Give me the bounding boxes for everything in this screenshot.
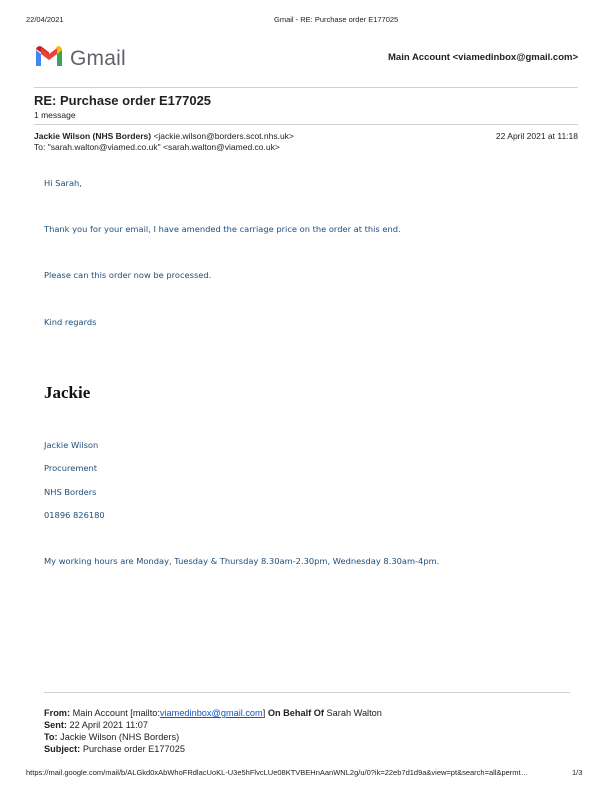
signature-script-name: Jackie [44, 383, 91, 402]
message-count: 1 message [34, 110, 76, 120]
signature-hours: My working hours are Monday, Tuesday & Thursday 8.30am-2.30pm, Wednesday 8.30am-4pm. [44, 556, 440, 566]
recipient-line: To: "sarah.walton@viamed.co.uk" <sarah.walton@viamed.co.uk> [34, 142, 280, 152]
gmail-logo[interactable] [34, 44, 126, 73]
quoted-divider [44, 692, 570, 693]
body-paragraph-1: Thank you for your email, I have amended the carriage price on the order at this end. [44, 224, 401, 234]
quoted-sent-line [44, 720, 148, 730]
quoted-behalf-value: Sarah Walton [326, 708, 382, 718]
quoted-from-after: ] [262, 708, 266, 718]
quoted-from-email-link[interactable]: viamedinbox@gmail.com [159, 708, 263, 718]
quoted-to-label: To: [44, 732, 58, 742]
gmail-m-logo-icon [34, 44, 64, 73]
quoted-from-line [44, 708, 382, 718]
quoted-to-line [44, 732, 179, 742]
gmail-wordmark: Gmail [70, 46, 126, 70]
body-closing: Kind regards [44, 317, 97, 327]
quoted-subject-label: Subject: [44, 744, 81, 754]
body-greeting: Hi Sarah, [44, 178, 82, 188]
print-title: Gmail - RE: Purchase order E177025 [274, 15, 399, 24]
sender-name: Jackie Wilson (NHS Borders) [34, 131, 152, 141]
print-page-number: 1/3 [572, 768, 583, 777]
quoted-behalf-label: On Behalf Of [267, 708, 324, 718]
print-url: https://mail.google.com/mail/b/ALGkd0xAbWhoFRdlacUoKL-U3e5hFlvcLUe08KTVBEHnAanWNL2g/u/0?ik=22eb7d1d9a&view=pt&search=all&permt… [26, 768, 529, 777]
signature-name: Jackie Wilson [44, 440, 99, 450]
sender-line [34, 131, 294, 141]
quoted-to-value: Jackie Wilson (NHS Borders) [60, 732, 180, 742]
account-label: Main Account <viamedinbox@gmail.com> [388, 52, 578, 63]
quoted-from-value: Main Account [mailto: [72, 708, 160, 718]
quoted-sent-label: Sent: [44, 720, 67, 730]
thread-subject: RE: Purchase order E177025 [34, 93, 212, 108]
signature-role: Procurement [44, 463, 98, 473]
quoted-from-label: From: [44, 708, 71, 718]
subject-divider [34, 124, 578, 125]
message-date: 22 April 2021 at 11:18 [495, 131, 578, 141]
quoted-subject-line [44, 744, 185, 754]
quoted-subject-value: Purchase order E177025 [82, 744, 185, 754]
quoted-sent-value: 22 April 2021 11:07 [69, 720, 149, 730]
print-date: 22/04/2021 [26, 15, 64, 24]
body-paragraph-2: Please can this order now be processed. [44, 270, 212, 280]
sender-email[interactable]: <jackie.wilson@borders.scot.nhs.uk> [153, 131, 294, 141]
signature-phone: 01896 826180 [44, 510, 105, 520]
header-divider [34, 87, 578, 88]
signature-org: NHS Borders [44, 487, 97, 497]
